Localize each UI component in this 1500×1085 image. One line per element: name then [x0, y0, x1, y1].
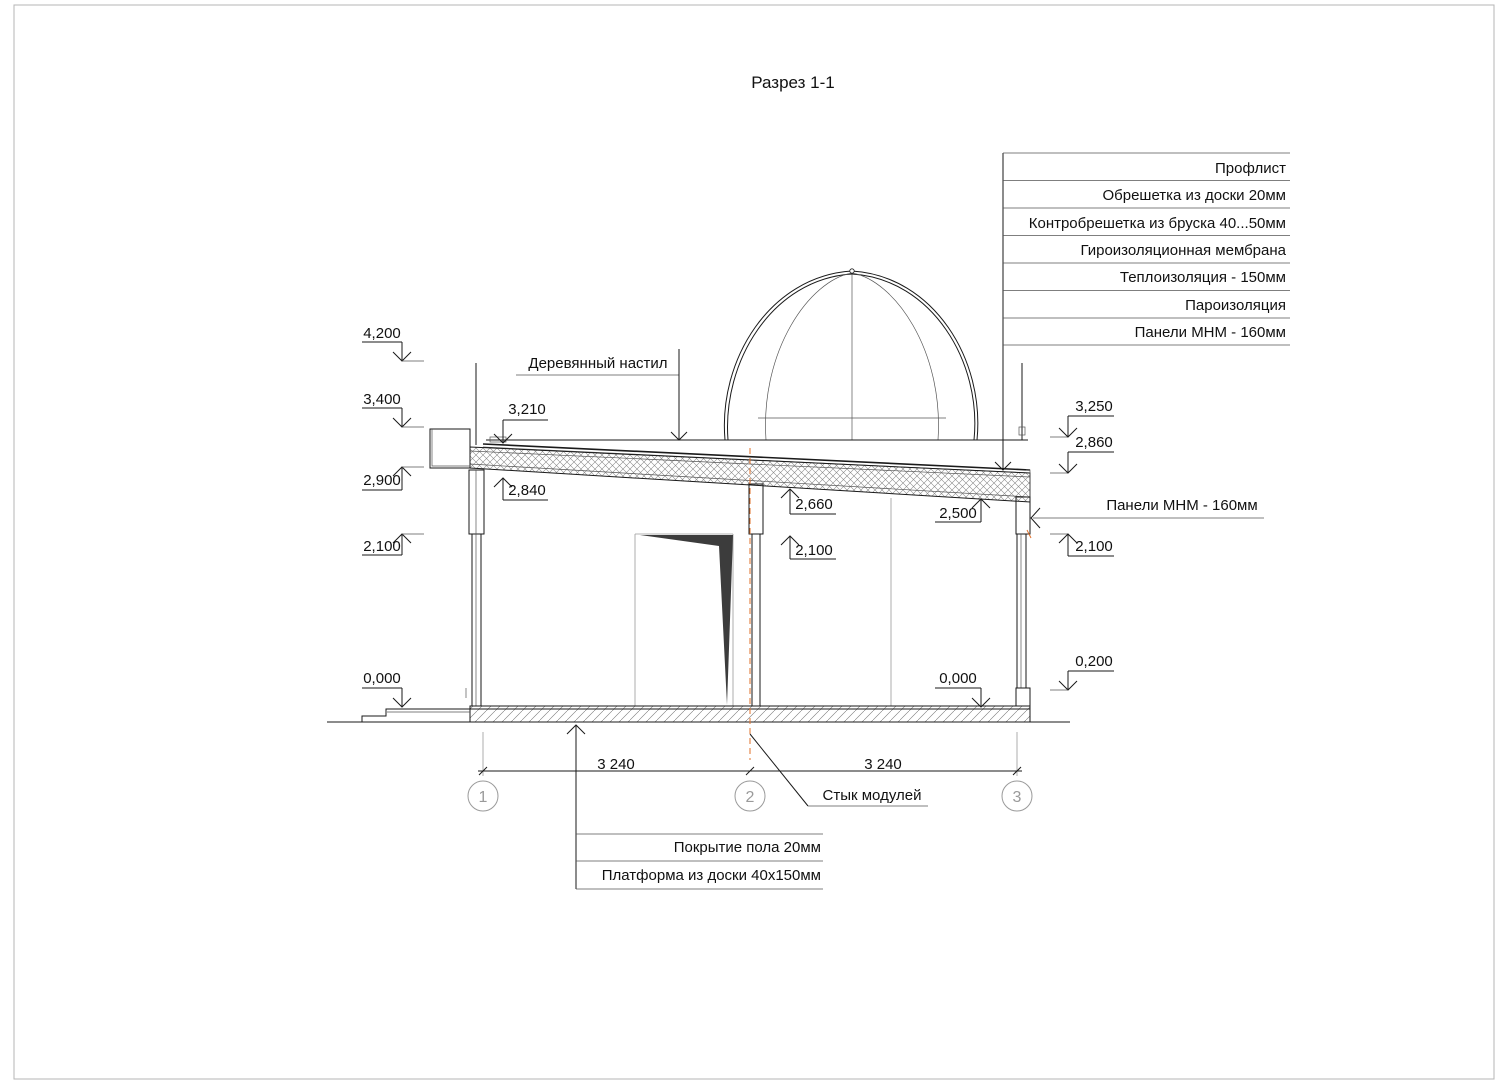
svg-text:2,100: 2,100 [363, 538, 401, 555]
svg-text:0,200: 0,200 [1075, 653, 1113, 670]
module-joint-label: Стык модулей [822, 787, 922, 804]
axis-1: 1 [478, 789, 488, 806]
svg-text:2,100: 2,100 [1075, 538, 1113, 555]
dome [724, 269, 977, 440]
svg-text:2,660: 2,660 [795, 496, 833, 513]
elev-2660 [781, 489, 836, 514]
svg-text:2,860: 2,860 [1075, 434, 1113, 451]
elev-3250 [1050, 398, 1114, 437]
roof-layer-2: Обрешетка из доски 20мм [1102, 187, 1286, 204]
floor-layers-table [567, 725, 823, 889]
elev-0200 [1050, 653, 1114, 690]
elev-2840 [494, 478, 548, 500]
dimension-2: 3 240 [864, 756, 902, 773]
elev-3400 [362, 391, 424, 427]
floor-layer-1: Покрытие пола 20мм [673, 839, 821, 856]
floor-layer-2: Платформа из доски 40x150мм [601, 867, 821, 884]
svg-text:2,500: 2,500 [939, 505, 977, 522]
axis-markers [468, 781, 1032, 811]
dimension-1: 3 240 [597, 756, 635, 773]
elev-2860 [1050, 434, 1114, 473]
elev-4200 [362, 325, 424, 361]
deck-label: Деревянный настил [528, 355, 668, 372]
elev-2900 [362, 467, 424, 490]
drawing-title: Разрез 1-1 [751, 73, 835, 92]
axis-2: 2 [745, 789, 755, 806]
axis-3: 3 [1012, 789, 1022, 806]
roof-layer-6: Пароизоляция [1185, 297, 1286, 314]
svg-text:0,000: 0,000 [939, 670, 977, 687]
deck-callout [516, 349, 687, 440]
elev-2100-left [362, 534, 424, 555]
roof-layer-1: Профлист [1215, 160, 1286, 177]
roof-layer-5: Теплоизоляция - 150мм [1119, 269, 1286, 286]
elev-2500 [935, 499, 990, 522]
roof-layer-3: Контробрешетка из бруска 40...50мм [1028, 215, 1286, 232]
svg-text:3,250: 3,250 [1075, 398, 1113, 415]
roof-layer-7: Панели МНМ - 160мм [1134, 324, 1286, 341]
floor [327, 706, 1070, 722]
elev-0000-left [362, 670, 411, 707]
svg-text:2,900: 2,900 [363, 472, 401, 489]
roof-layer-4: Гироизоляционная мембрана [1080, 242, 1286, 259]
wall-panels-callout [1031, 497, 1264, 528]
svg-text:3,210: 3,210 [508, 401, 546, 418]
svg-text:3,400: 3,400 [363, 391, 401, 408]
elev-2100-mid [781, 536, 836, 559]
roof-layers-table [995, 153, 1290, 470]
door [635, 534, 733, 706]
svg-text:4,200: 4,200 [363, 325, 401, 342]
svg-text:2,100: 2,100 [795, 542, 833, 559]
elev-0000-inner [935, 670, 990, 707]
svg-text:0,000: 0,000 [363, 670, 401, 687]
elev-2100-right [1050, 534, 1114, 556]
svg-text:2,840: 2,840 [508, 482, 546, 499]
wall-panels-label: Панели МНМ - 160мм [1106, 497, 1258, 514]
